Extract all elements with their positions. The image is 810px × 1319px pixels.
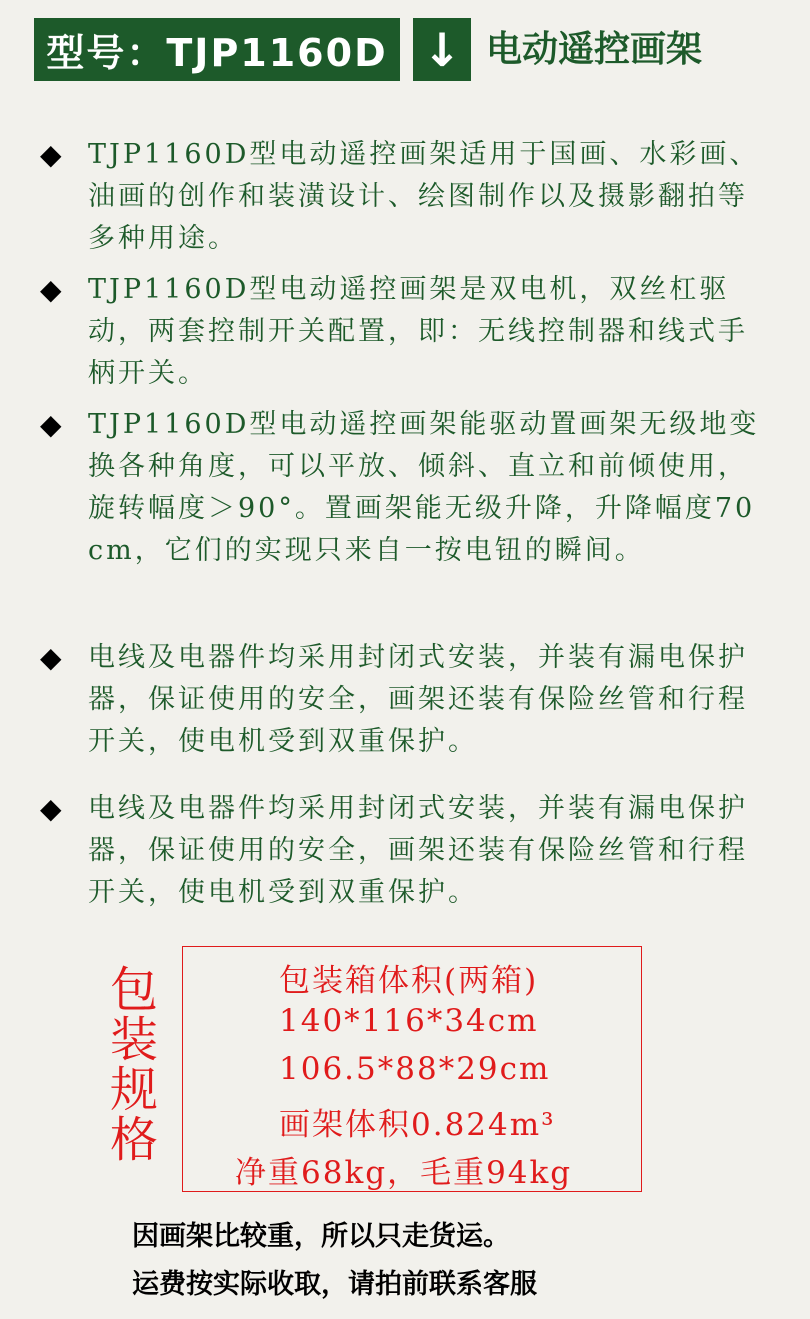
down-arrow-icon <box>413 18 471 81</box>
down-arrow-glyph: ↓ <box>422 22 462 77</box>
feature-item-safety <box>40 637 770 763</box>
model-banner <box>34 18 400 81</box>
feature-text: 电线及电器件均采用封闭式安装，并装有漏电保护器，保证使用的安全，画架还装有保险丝管和行程开关，使电机受到双重保护。 <box>88 642 748 757</box>
product-subtitle: 电动遥控画架 <box>486 29 703 70</box>
feature-text: TJP1160D型电动遥控画架适用于国画、水彩画、油画的创作和装潢设计、绘图制作以及摄影翻拍等多种用途。 <box>88 139 760 254</box>
box2-dimensions: 106.5*88*29cm <box>279 1051 551 1087</box>
packaging-title: 包装箱体积(两箱) <box>279 963 539 999</box>
feature-item-safety-repeat <box>40 788 770 914</box>
feature-item-usage <box>40 134 770 260</box>
model-title: 型号：TJP1160D <box>46 31 388 75</box>
feature-text: 电线及电器件均采用封闭式安装，并装有漏电保护器，保证使用的安全，画架还装有保险丝管和行程开关，使电机受到双重保护。 <box>88 793 748 908</box>
freight-note: 运费按实际收取，请拍前联系客服 <box>132 1269 537 1300</box>
diamond-bullet-icon: ◆ <box>40 408 62 441</box>
easel-volume: 画架体积0.824m³ <box>279 1107 556 1143</box>
weight-info: 净重68kg，毛重94kg <box>235 1155 573 1191</box>
box1-dimensions: 140*116*34cm <box>279 1003 539 1039</box>
feature-item-angle <box>40 404 770 572</box>
feature-item-motors <box>40 269 770 395</box>
feature-text: TJP1160D型电动遥控画架能驱动置画架无级地变换各种角度，可以平放、倾斜、直立和前倾使用，旋转幅度＞90°。置画架能无级升降，升降幅度70cm，它们的实现只来自一按电钮的瞬间。 <box>88 409 760 566</box>
diamond-bullet-icon: ◆ <box>40 273 62 306</box>
diamond-bullet-icon: ◆ <box>40 641 62 674</box>
shipping-note: 因画架比较重，所以只走货运。 <box>132 1221 510 1252</box>
diamond-bullet-icon: ◆ <box>40 792 62 825</box>
packaging-spec-box <box>182 946 642 1192</box>
feature-text: TJP1160D型电动遥控画架是双电机，双丝杠驱动，两套控制开关配置，即：无线控制器和线式手柄开关。 <box>88 274 748 389</box>
packaging-label: 包装规格 <box>109 962 158 1168</box>
diamond-bullet-icon: ◆ <box>40 138 62 171</box>
